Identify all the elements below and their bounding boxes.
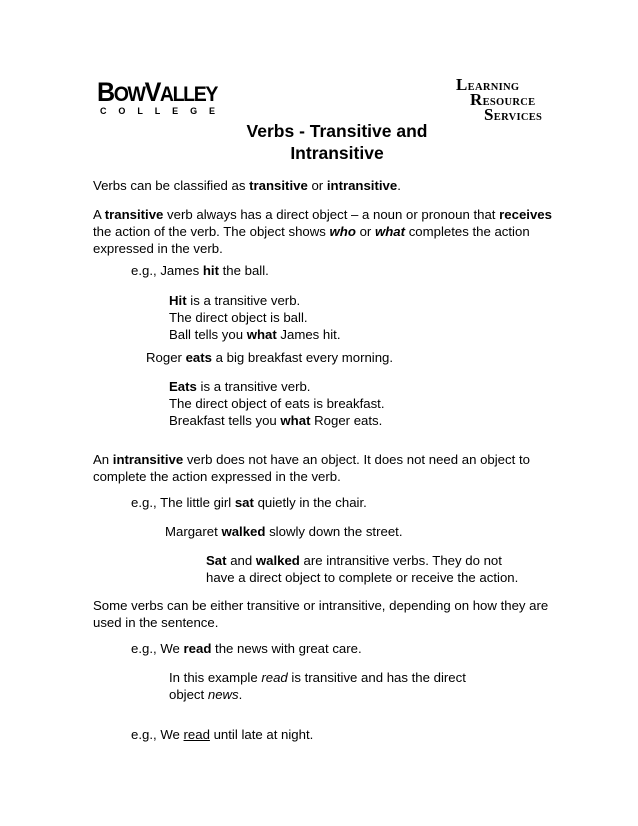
example-2-sentence: Roger eats a big breakfast every morning. — [146, 350, 394, 365]
example-2-explanation: Eats is a transitive verb. The direct object of eats is breakfast. Breakfast tells you what Roger eats. — [169, 379, 385, 428]
example-4-explanation: In this example read is transitive and has the direct object news. — [169, 670, 466, 702]
bow-valley-college-logo — [97, 78, 215, 118]
example-1-explanation: Hit is a transitive verb. The direct object is ball. Ball tells you what James hit. — [169, 293, 341, 342]
lrs-line-learning: LEARNING — [456, 75, 520, 94]
college-letters: C O L L E G E — [100, 106, 215, 116]
example-3-sentence-2: Margaret walked slowly down the street. — [165, 524, 403, 539]
learning-resource-services-logo — [456, 75, 551, 124]
intransitive-definition: An intransitive verb does not have an object. It does not need an object to complete the action expressed in the verb. — [93, 452, 530, 484]
lrs-line-resource: RESOURCE — [470, 90, 536, 109]
title-line-2: Intransitive — [290, 143, 384, 163]
example-4-sentence: e.g., We read the news with great care. — [131, 641, 362, 656]
transitive-definition: A transitive verb always has a direct object – a noun or pronoun that receives the action of the verb. The object shows who or what completes the action expressed in the verb. — [93, 207, 552, 256]
example-1-sentence: e.g., James hit the ball. — [131, 263, 269, 278]
intro-paragraph: Verbs can be classified as transitive or intransitive. — [93, 178, 401, 193]
example-3-explanation: Sat and walked are intransitive verbs. They do not have a direct object to complete or receive the action. — [206, 553, 519, 585]
bow-valley-wordmark: BOWVALLEY — [97, 77, 217, 107]
example-5-sentence: e.g., We read until late at night. — [131, 727, 314, 742]
page-title — [212, 120, 462, 164]
both-definition: Some verbs can be either transitive or intransitive, depending on how they are used in the sentence. — [93, 598, 549, 630]
example-3-sentence-1: e.g., The little girl sat quietly in the chair. — [131, 495, 367, 510]
title-line-1: Verbs - Transitive and — [246, 121, 428, 141]
lrs-line-services: SERVICES — [484, 105, 543, 124]
